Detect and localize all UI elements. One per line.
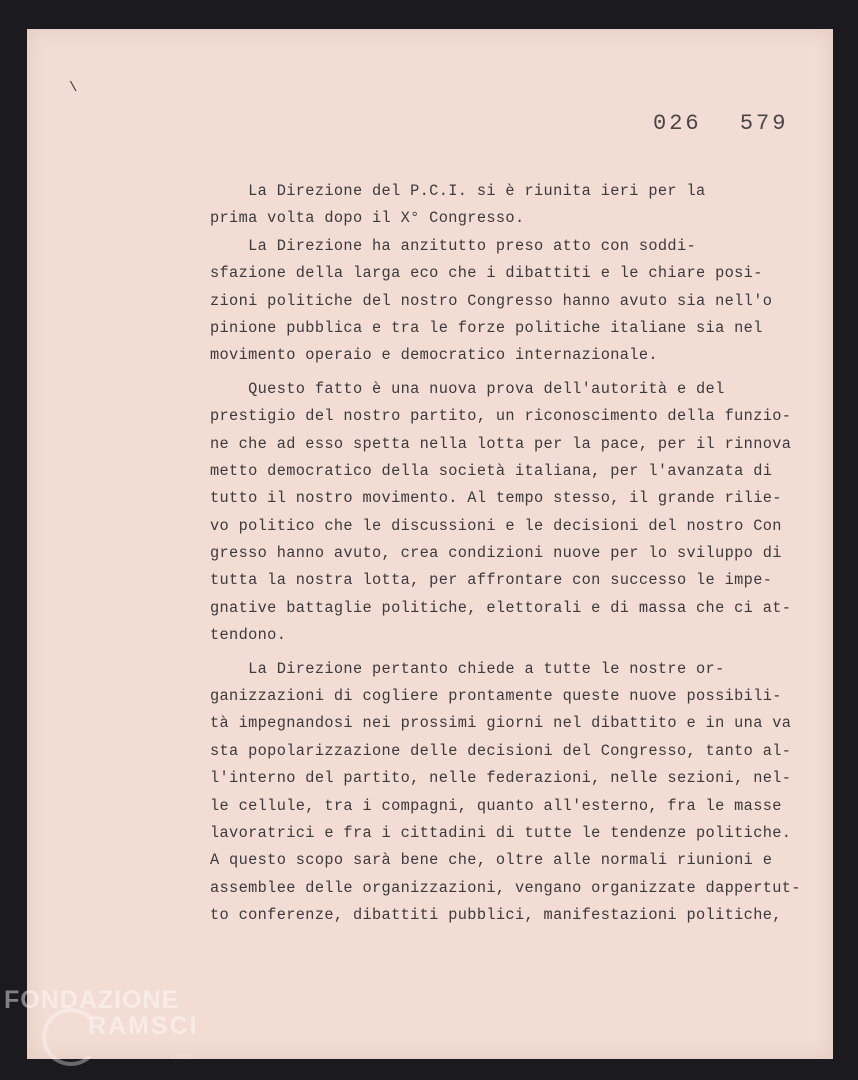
archive-folio-number: [653, 111, 788, 136]
text-line: La Direzione ha anzitutto preso atto con soddi-: [210, 236, 697, 255]
folio-left: 026: [653, 111, 702, 136]
watermark-line1: FONDAZIONE: [4, 986, 180, 1014]
text-line: gresso hanno avuto, crea condizioni nuove per lo sviluppo di: [210, 544, 782, 563]
watermark-line2: RAMSCI: [88, 1012, 199, 1040]
text-line: le cellule, tra i compagni, quanto all'esterno, fra le masse: [210, 796, 782, 815]
text-line: tutta la nostra lotta, per affrontare con successo le impe-: [210, 571, 773, 590]
text-line: Questo fatto è una nuova prova dell'autorità e del: [210, 379, 725, 398]
fondazione-gramsci-watermark: [4, 986, 214, 1066]
text-line: to conferenze, dibattiti pubblici, manifestazioni politiche,: [210, 906, 782, 925]
document-body-text: [210, 178, 810, 930]
text-line: tutto il nostro movimento. Al tempo stesso, il grande rilie-: [210, 489, 782, 508]
text-line: assemblee delle organizzazioni, vengano organizzate dappertut-: [210, 878, 801, 897]
text-line: lavoratrici e fra i cittadini di tutte le tendenze politiche.: [210, 823, 792, 842]
text-line: prima volta dopo il X° Congresso.: [210, 209, 525, 228]
text-line: gnative battaglie politiche, elettorali e di massa che ci at-: [210, 598, 792, 617]
text-line: sta popolarizzazione delle decisioni del Congresso, tanto al-: [210, 741, 792, 760]
text-line: sfazione della larga eco che i dibattiti e le chiare posi-: [210, 264, 763, 283]
text-line: zioni politiche del nostro Congresso hanno avuto sia nell'o: [210, 291, 773, 310]
text-line: l'interno del partito, nelle federazioni, nelle sezioni, nel-: [210, 769, 792, 788]
text-line: ne che ad esso spetta nella lotta per la pace, per il rinnova: [210, 434, 792, 453]
text-line: La Direzione pertanto chiede a tutte le nostre or-: [210, 659, 725, 678]
folio-right: 579: [739, 111, 789, 136]
text-line: tà impegnandosi nei prossimi giorni nel dibattito e in una va: [210, 714, 792, 733]
text-line: ganizzazioni di cogliere prontamente queste nuove possibili-: [210, 687, 782, 706]
text-line: movimento operaio e democratico internazionale.: [210, 346, 658, 365]
text-line: pinione pubblica e tra le forze politiche italiane sia nel: [210, 318, 763, 337]
text-line: A questo scopo sarà bene che, oltre alle normali riunioni e: [210, 851, 773, 870]
corner-mark: \: [69, 80, 78, 96]
text-line: tendono.: [210, 626, 287, 645]
text-line: La Direzione del P.C.I. si è riunita ieri per la: [210, 182, 706, 200]
text-line: vo politico che le discussioni e le decisioni del nostro Con: [210, 516, 782, 535]
text-line: prestigio del nostro partito, un riconoscimento della funzio-: [210, 407, 792, 426]
watermark-small: Onlus: [172, 1052, 193, 1061]
text-line: metto democratico della società italiana, per l'avanzata di: [210, 461, 773, 480]
